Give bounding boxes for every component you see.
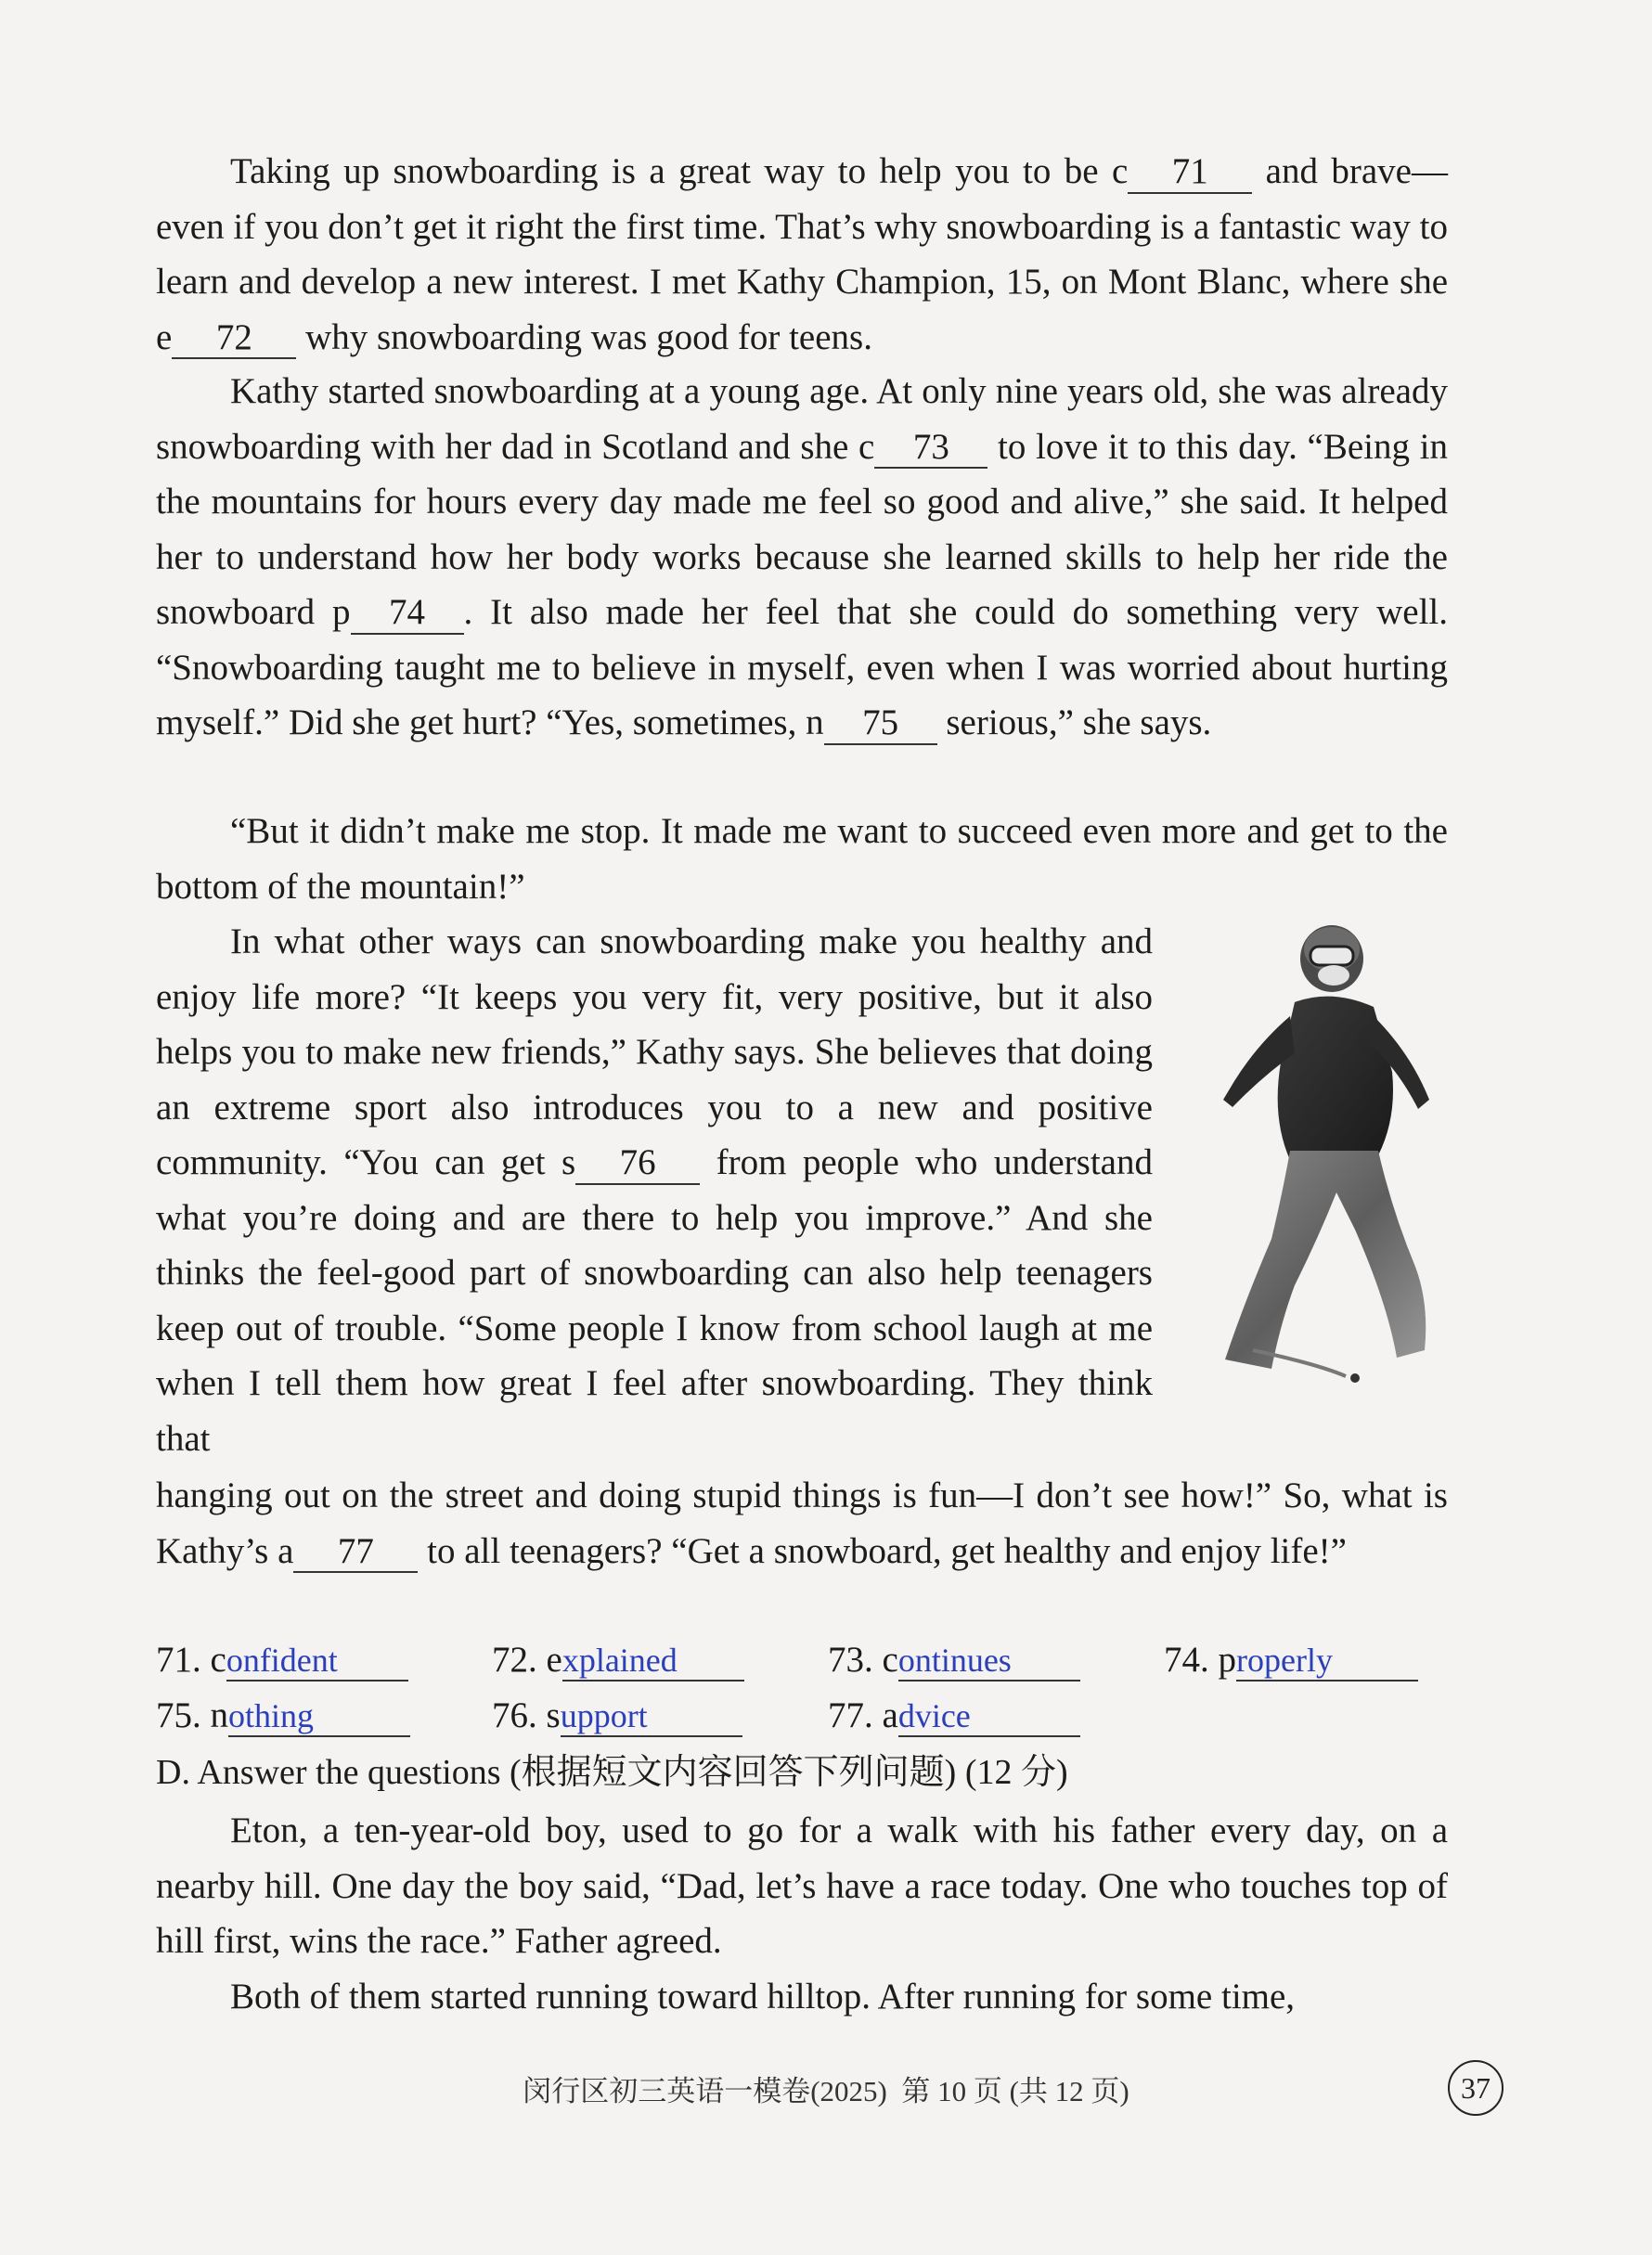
answer-71: 71. confident: [156, 1639, 408, 1682]
blank-75: 75: [824, 703, 937, 745]
answer-75-fill[interactable]: othing: [228, 1696, 410, 1737]
snowboarder-photo-icon: [1207, 914, 1450, 1389]
blank-76: 76: [575, 1143, 700, 1185]
paragraph-3: “But it didn’t make me stop. It made me want to succeed even more and get to the bottom of the mountain!”: [156, 811, 1448, 907]
paragraph-5: hanging out on the street and doing stupid things is fun—I don’t see how!” So, what is Kathy’s a 77 to all teenagers? “Get a snowboard, get healthy and enjoy life!”: [156, 1468, 1448, 1578]
blank-73: 73: [874, 428, 987, 470]
answer-72-fill[interactable]: xplained: [562, 1641, 744, 1682]
section-d-paragraph-1: Eton, a ten-year-old boy, used to go for a walk with his father every day, on a nearby hill. One day the boy said, “Dad, let’s have a race today. One who touches top of hill first, wins the race.” Father agreed.: [156, 1810, 1448, 1961]
blank-74: 74: [351, 593, 464, 635]
answer-71-fill[interactable]: onfident: [226, 1641, 408, 1682]
answer-77-fill[interactable]: dvice: [898, 1696, 1080, 1737]
answer-74-fill[interactable]: roperly: [1236, 1641, 1418, 1682]
answer-77: 77. advice: [828, 1694, 1080, 1737]
page-number-badge: 37: [1448, 2060, 1504, 2116]
paragraph-2: Kathy started snowboarding at a young age. At only nine years old, she was already snowboarding with her dad in Scotland and she c 73 to love it to this day. “Being in the mountains for hours every day made me feel so good and alive,” she said. It helped her to understand how her body works because she learned skills to help her ride the snowboard p 74 . It also made her feel that she could do something very well. “Snowboarding taught me to believe in myself, even when I was worried about hurting myself.” Did she get hurt? “Yes, sometimes, n 75 serious,” she says.: [156, 364, 1448, 751]
paragraph-4: In what other ways can snowboarding make you healthy and enjoy life more? “It keeps you very fit, very positive, but it also helps you to make new friends,” Kathy says. She believes that doing an extreme sport also introduces you to a new and positive community. “You can get s 76 from people who understand what you’re doing and are there to help you improve.” And she thinks the feel-good part of snowboarding can also help teenagers keep out of trouble. “Some people I know from school laugh at me when I tell them how great I feel after snowboarding. They think that: [156, 921, 1153, 1459]
blank-72: 72: [172, 318, 296, 360]
section-d-title: D. Answer the questions (根据短文内容回答下列问题) (12 分): [156, 1753, 1068, 1792]
page-footer: 闵行区初三英语一模卷(2025) 第 10 页 (共 12 页): [523, 2075, 1129, 2107]
answer-73-fill[interactable]: ontinues: [898, 1641, 1080, 1682]
answer-74: 74. properly: [1164, 1639, 1418, 1682]
answer-72: 72. explained: [492, 1639, 744, 1682]
paragraph-1: Taking up snowboarding is a great way to help you to be c 71 and brave—even if you don’t get it right the first time. That’s why snowboarding is a fantastic way to learn and develop a new interest. I met Kathy Champion, 15, on Mont Blanc, where she e 72 why snowboarding was good for teens.: [156, 144, 1448, 365]
answer-73: 73. continues: [828, 1639, 1080, 1682]
blank-77: 77: [293, 1532, 418, 1574]
answer-75: 75. nothing: [156, 1694, 410, 1737]
section-d-paragraph-2: Both of them started running toward hilltop. After running for some time,: [230, 1977, 1296, 2017]
answer-76: 76. support: [492, 1694, 742, 1737]
blank-71: 71: [1128, 152, 1252, 194]
answer-76-fill[interactable]: upport: [561, 1696, 742, 1737]
